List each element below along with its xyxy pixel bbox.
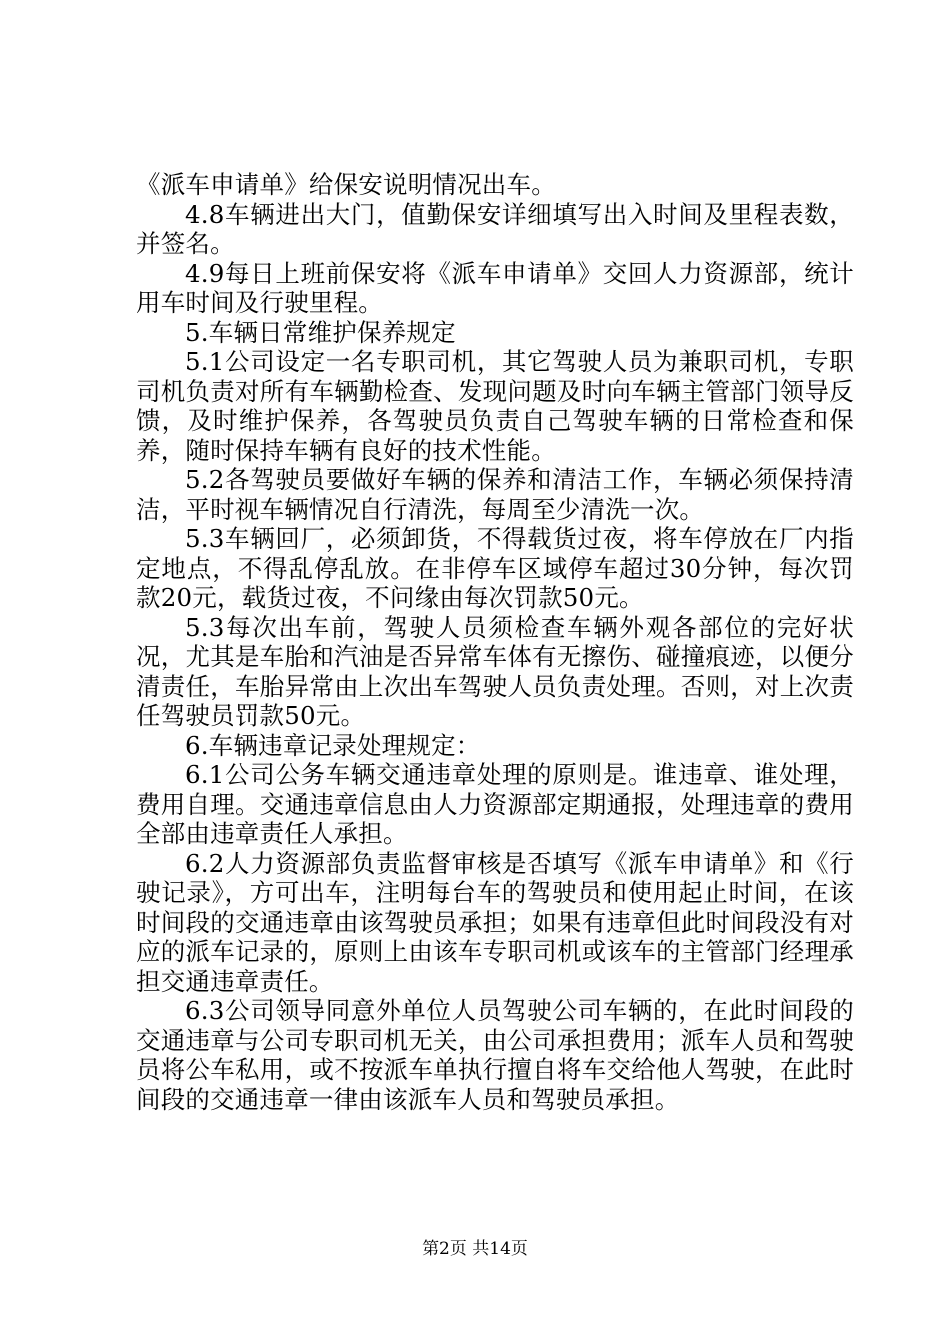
page-footer — [0, 1238, 950, 1260]
paragraph: 4.9每日上班前保安将《派车申请单》交回人力资源部，统计用车时间及行驶里程。 — [136, 258, 854, 317]
paragraph: 6.1公司公务车辆交通违章处理的原则是。谁违章、谁处理，费用自理。交通违章信息由人力资源部定期通报，处理违章的费用全部由违章责任人承担。 — [136, 760, 854, 848]
paragraph: 5.3车辆回厂，必须卸货，不得载货过夜，将车停放在厂内指定地点，不得乱停乱放。在非停车区域停车超过30分钟，每次罚款20元，载货过夜，不问缘由每次罚款50元。 — [136, 524, 854, 612]
paragraph: 4.8车辆进出大门，值勤保安详细填写出入时间及里程表数，并签名。 — [136, 199, 854, 258]
paragraph: 5.2各驾驶员要做好车辆的保养和清洁工作，车辆必须保持清洁，平时视车辆情况自行清洗，每周至少清洗一次。 — [136, 465, 854, 524]
section-heading: 5.车辆日常维护保养规定 — [185, 317, 456, 347]
paragraph: 5.3每次出车前，驾驶人员须检查车辆外观各部位的完好状况，尤其是车胎和汽油是否异常车体有无擦伤、碰撞痕迹，以便分清责任，车胎异常由上次出车驾驶人员负责处理。否则，对上次责任驾驶员罚款50元。 — [136, 612, 854, 730]
document-body — [136, 170, 854, 1114]
page-number: 第2页 共14页 — [422, 1239, 528, 1259]
paragraph: 6.2人力资源部负责监督审核是否填写《派车申请单》和《行驶记录》，方可出车，注明每台车的驾驶员和使用起止时间，在该时间段的交通违章由该驾驶员承担；如果有违章但此时间段没有对应的派车记录的，原则上由该车专职司机或该车的主管部门经理承担交通违章责任。 — [136, 848, 854, 996]
paragraph: 5.1公司设定一名专职司机，其它驾驶人员为兼职司机，专职司机负责对所有车辆勤检查、发现问题及时向车辆主管部门领导反馈，及时维护保养，各驾驶员负责自己驾驶车辆的日常检查和保养，随时保持车辆有良好的技术性能。 — [136, 347, 854, 465]
paragraph: 《派车申请单》给保安说明情况出车。 — [136, 170, 556, 199]
paragraph: 6.3公司领导同意外单位人员驾驶公司车辆的，在此时间段的交通违章与公司专职司机无关，由公司承担费用；派车人员和驾驶员将公车私用，或不按派车单执行擅自将车交给他人驾驶，在此时间段的交通违章一律由该派车人员和驾驶员承担。 — [136, 996, 854, 1114]
section-heading: 6.车辆违章记录处理规定： — [185, 730, 481, 760]
